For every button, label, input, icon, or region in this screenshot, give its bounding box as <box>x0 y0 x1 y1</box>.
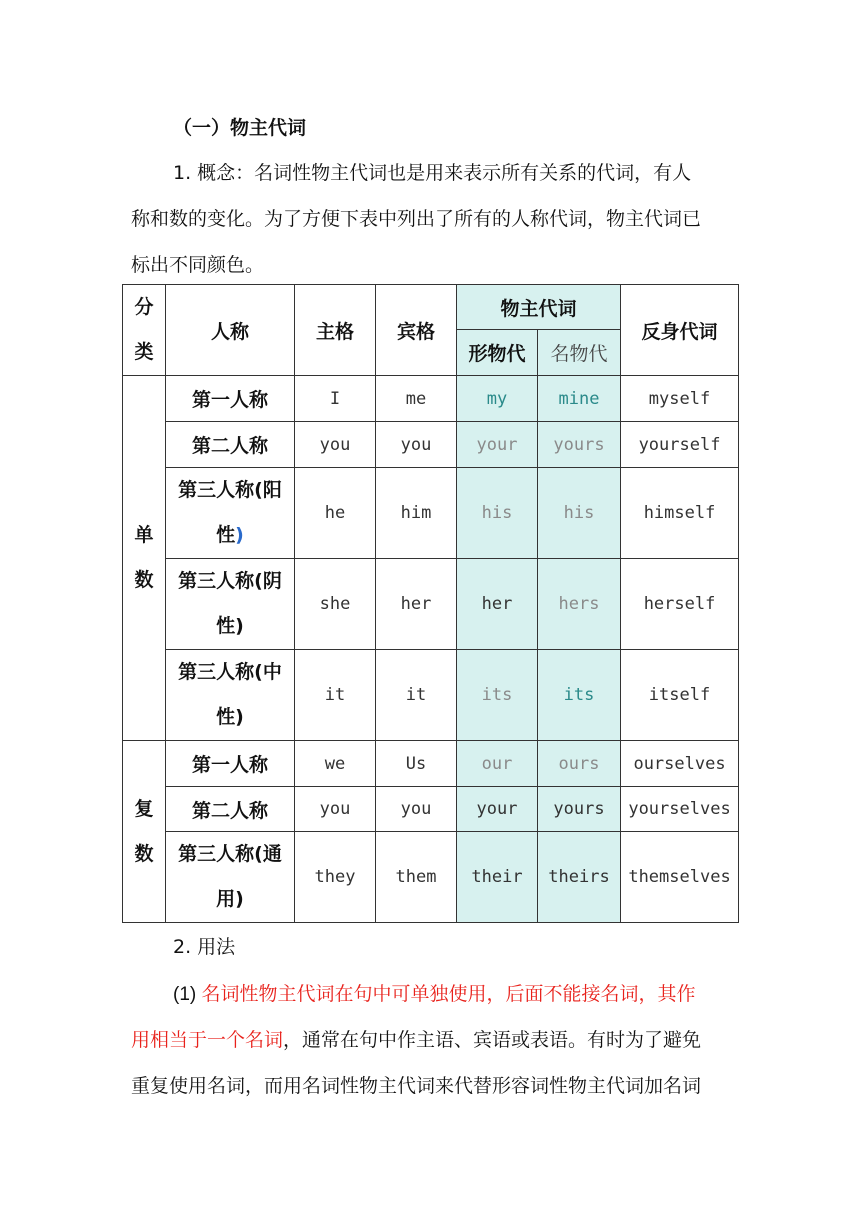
adj-possessive-cell: your <box>457 787 538 832</box>
person-cell: 第三人称(阳 性) <box>166 468 295 559</box>
table-row <box>123 832 739 923</box>
adj-possessive-cell: his <box>457 468 538 559</box>
adj-possessive-cell: my <box>457 376 538 422</box>
reflexive-cell: yourself <box>621 422 739 468</box>
usage-line-2: 用相当于一个名词，通常在句中作主语、宾语或表语。有时为了避免 <box>131 1029 702 1051</box>
header-possessive: 物主代词 <box>457 285 621 330</box>
adj-possessive-cell: her <box>457 559 538 650</box>
person-cell: 第二人称 <box>166 422 295 468</box>
group-plural: 复数 <box>123 741 166 923</box>
reflexive-cell: ourselves <box>621 741 739 787</box>
object-cell: her <box>376 559 457 650</box>
person-cell: 第一人称 <box>166 741 295 787</box>
subject-cell: they <box>295 832 376 923</box>
noun-possessive-cell: yours <box>538 422 621 468</box>
reflexive-cell: itself <box>621 650 739 741</box>
header-reflexive: 反身代词 <box>621 285 739 376</box>
table-row <box>123 741 739 787</box>
group-singular: 单数 <box>123 376 166 741</box>
subject-cell: you <box>295 787 376 832</box>
usage-line-1: (1) 名词性物主代词在句中可单独使用，后面不能接名词，其作 <box>173 983 696 1005</box>
adj-possessive-cell: their <box>457 832 538 923</box>
header-noun-possessive: 名物代 <box>538 330 621 376</box>
table-row <box>123 422 739 468</box>
header-person: 人称 <box>166 285 295 376</box>
noun-possessive-cell: its <box>538 650 621 741</box>
person-cell: 第二人称 <box>166 787 295 832</box>
concept-line-1: 1. 概念：名词性物主代词也是用来表示所有关系的代词，有人 <box>173 162 692 184</box>
person-cell: 第三人称(中 性) <box>166 650 295 741</box>
subject-cell: I <box>295 376 376 422</box>
object-cell: me <box>376 376 457 422</box>
noun-possessive-cell: ours <box>538 741 621 787</box>
adj-possessive-cell: our <box>457 741 538 787</box>
header-category: 分类 <box>123 285 166 376</box>
subject-cell: he <box>295 468 376 559</box>
usage-line-3: 重复使用名词，而用名词性物主代词来代替形容词性物主代词加名词 <box>131 1075 702 1097</box>
reflexive-cell: myself <box>621 376 739 422</box>
noun-possessive-cell: hers <box>538 559 621 650</box>
subject-cell: you <box>295 422 376 468</box>
object-cell: them <box>376 832 457 923</box>
noun-possessive-cell: mine <box>538 376 621 422</box>
noun-possessive-cell: yours <box>538 787 621 832</box>
concept-line-3: 标出不同颜色。 <box>131 254 265 276</box>
header-object: 宾格 <box>376 285 457 376</box>
object-cell: it <box>376 650 457 741</box>
subject-cell: it <box>295 650 376 741</box>
reflexive-cell: herself <box>621 559 739 650</box>
person-cell: 第一人称 <box>166 376 295 422</box>
reflexive-cell: yourselves <box>621 787 739 832</box>
reflexive-cell: themselves <box>621 832 739 923</box>
reflexive-cell: himself <box>621 468 739 559</box>
noun-possessive-cell: his <box>538 468 621 559</box>
pronoun-table <box>122 284 739 923</box>
concept-line-2: 称和数的变化。为了方便下表中列出了所有的人称代词，物主代词已 <box>131 208 702 230</box>
section-heading: （一）物主代词 <box>173 117 307 139</box>
subject-cell: we <box>295 741 376 787</box>
table-row <box>123 376 739 422</box>
table-row <box>123 468 739 559</box>
person-cell: 第三人称(阴 性) <box>166 559 295 650</box>
adj-possessive-cell: your <box>457 422 538 468</box>
header-adj-possessive: 形物代 <box>457 330 538 376</box>
object-cell: you <box>376 787 457 832</box>
usage-title: 2. 用法 <box>173 936 236 958</box>
table-row <box>123 787 739 832</box>
header-subject: 主格 <box>295 285 376 376</box>
object-cell: him <box>376 468 457 559</box>
adj-possessive-cell: its <box>457 650 538 741</box>
noun-possessive-cell: theirs <box>538 832 621 923</box>
subject-cell: she <box>295 559 376 650</box>
table-row <box>123 559 739 650</box>
object-cell: Us <box>376 741 457 787</box>
person-cell: 第三人称(通 用) <box>166 832 295 923</box>
object-cell: you <box>376 422 457 468</box>
table-row <box>123 650 739 741</box>
